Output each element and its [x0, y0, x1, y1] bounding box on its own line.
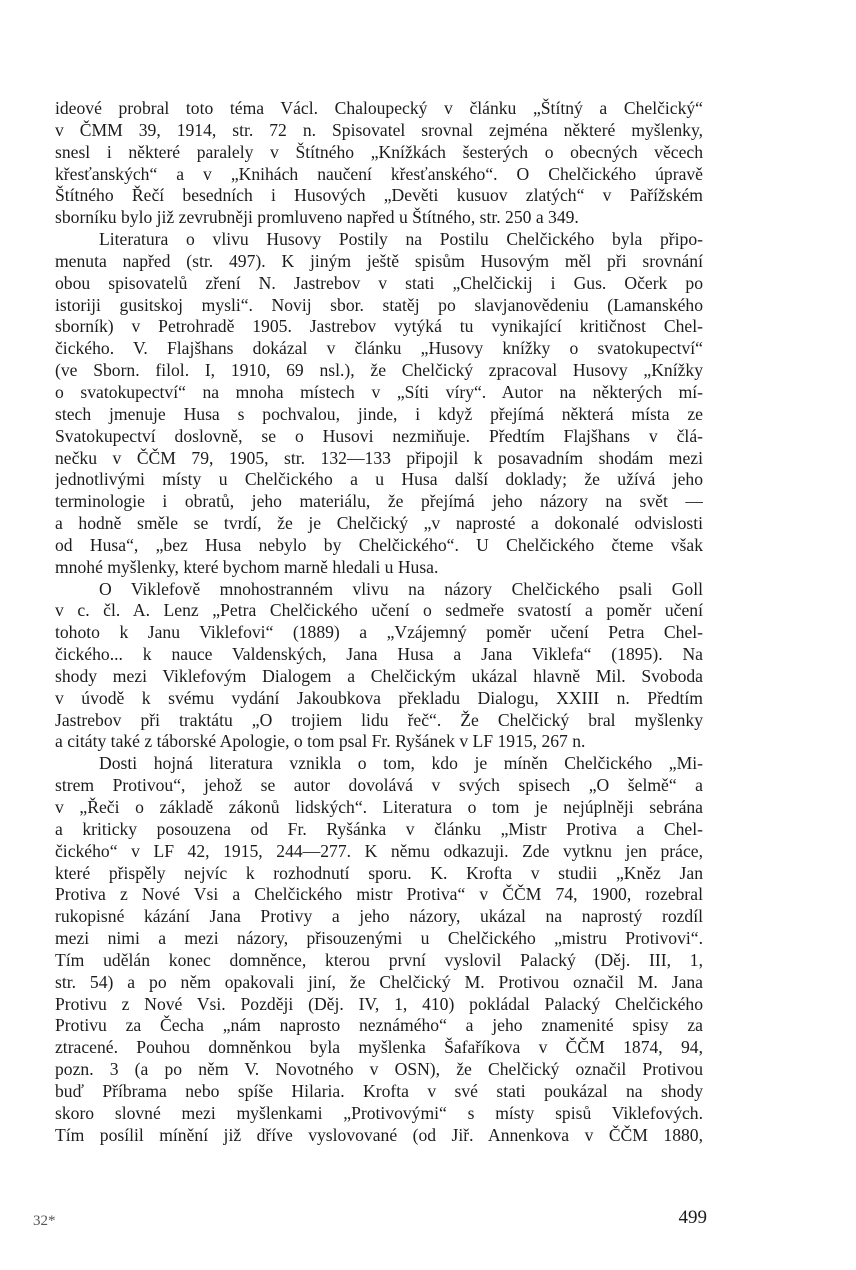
text-line: v „Řeči o základě zákonů lidských“. Literatura o tom je nejúplněji sebrána: [55, 797, 703, 817]
text-line: stech jmenuje Husa s pochvalou, jinde, i když přejímá některá místa ze: [55, 403, 703, 424]
text-line: buď Příbrama nebo spíše Hilaria. Krofta v své stati poukázal na shody: [55, 1080, 703, 1101]
text-line: Literatura o vlivu Husovy Postily na Postilu Chelčického byla připo-: [99, 229, 703, 250]
text-line: Dosti hojná literatura vznikla o tom, kdo je míněn Chelčického „Mi-: [99, 753, 703, 774]
text-line: Protivu z Nové Vsi. Později (Děj. IV, 1, 410) pokládal Palacký Chelčického: [55, 993, 703, 1014]
text-line: čického“ v LF 42, 1915, 244—277. K němu odkazuji. Zde vytknu jen práce,: [55, 840, 703, 861]
text-line: mezi nimi a mezi názory, přisouzenými u Chelčického „mistru Protivovi“.: [55, 928, 703, 949]
text-line: nečku v ČČM 79, 1905, str. 132—133 připojil k posavadním shodám mezi: [55, 447, 703, 468]
text-line: snesl i některé paralely v Štítného „Knížkách šesterých o obecných věcech: [55, 141, 703, 162]
text-line: v c. čl. A. Lenz „Petra Chelčického učení o sedmeře svatostí a poměr učení: [55, 600, 703, 621]
text-line: (ve Sborn. filol. I, 1910, 69 nsl.), že Chelčický zpracoval Husovy „Knížky: [55, 360, 703, 381]
text-line: křesťanských“ a v „Knihách naučení křesťanského“. O Chelčického úpravě: [55, 163, 703, 184]
text-line: jednotlivými místy u Chelčického a u Husa další doklady; že užívá jeho: [55, 469, 703, 490]
text-line: rukopisné kázání Jana Protivy a jeho názory, ukázal na naprostý rozdíl: [55, 906, 703, 927]
text-line: a hodně směle se tvrdí, že je Chelčický „v naprosté a dokonalé odvislosti: [55, 513, 703, 534]
signature-mark: 32*: [33, 1213, 56, 1229]
page-number: 499: [678, 1207, 707, 1228]
text-line: pozn. 3 (a po něm V. Novotného v OSN), že Chelčický označil Protivou: [55, 1059, 703, 1080]
text-line: a citáty také z táborské Apologie, o tom psal Fr. Ryšánek v LF 1915, 267 n.: [55, 731, 586, 752]
text-line: tohoto k Janu Viklefovi“ (1889) a „Vzájemný poměr učení Petra Chel-: [55, 622, 703, 643]
text-line: mnohé myšlenky, které bychom marně hledali u Husa.: [55, 556, 439, 577]
text-line: a kriticky posouzena od Fr. Ryšánka v článku „Mistr Protiva a Chel-: [55, 818, 703, 839]
text-line: Protiva z Nové Vsi a Chelčického mistr Protiva“ v ČČM 74, 1900, rozebral: [55, 884, 703, 905]
text-line: sborníku bylo již zevrubněji promluveno napřed u Štítného, str. 250 a 349.: [55, 207, 579, 228]
body-text: [55, 98, 703, 1147]
text-line: terminologie i obratů, jeho materiálu, že přejímá jeho názory na svět —: [55, 491, 703, 512]
text-line: sborník) v Petrohradě 1905. Jastrebov vytýká tu vynikající kritičnost Chel-: [55, 316, 703, 337]
text-line: ideové probral toto téma Václ. Chaloupecký v článku „Štítný a Chelčický“: [55, 98, 703, 118]
text-line: v úvodě k svému vydání Jakoubkova překladu Dialogu, XXIII n. Předtím: [55, 687, 703, 708]
text-line: menuta napřed (str. 497). K jiným ještě spisům Husovým měl při srovnání: [55, 250, 703, 271]
page-footer: [33, 1207, 707, 1233]
text-line: čického. V. Flajšhans dokázal v článku „Husovy knížky o svatokupectví“: [55, 338, 703, 359]
text-line: které přispěly nejvíc k rozhodnutí sporu. K. Krofta v studii „Kněz Jan: [55, 862, 703, 883]
text-line: o svatokupectví“ na mnoha místech v „Síti víry“. Autor na některých mí-: [55, 381, 703, 402]
text-line: istoriji gusitskoj mysli“. Novij sbor. statěj po slavjanovědeniu (Lamanského: [55, 294, 703, 315]
text-line: Jastrebov při traktátu „O trojiem lidu řeč“. Že Chelčický bral myšlenky: [55, 709, 703, 730]
text-line: Svatokupectví doslovně, se o Husovi nezmiňuje. Předtím Flajšhans v člá-: [55, 425, 703, 446]
text-line: čického... k nauce Valdenských, Jana Husa a Jana Viklefa“ (1895). Na: [55, 644, 703, 665]
text-line: Štítného Řečí besedních i Husových „Devěti kusuov zlatých“ v Pařížském: [55, 185, 703, 206]
text-line: str. 54) a po něm opakovali jiní, že Chelčický M. Protivou označil M. Jana: [55, 971, 703, 992]
text-line: skoro slovné mezi myšlenkami „Protivovými“ s místy spisů Viklefových.: [55, 1102, 703, 1123]
text-line: shody mezi Viklefovým Dialogem a Chelčickým ukázal hlavně Mil. Svoboda: [55, 665, 703, 686]
text-line: obou spisovatelů zření N. Jastrebov v stati „Chelčickij i Gus. Očerk po: [55, 272, 703, 293]
text-line: v ČMM 39, 1914, str. 72 n. Spisovatel srovnal zejména některé myšlenky,: [55, 119, 703, 140]
text-line: O Viklefově mnohostranném vlivu na názory Chelčického psali Goll: [99, 578, 703, 599]
text-line: ztracené. Pouhou domněnkou byla myšlenka Šafaříkova v ČČM 1874, 94,: [55, 1037, 703, 1058]
text-line: Tím udělán konec domněnce, kterou první vyslovil Palacký (Děj. III, 1,: [55, 949, 703, 970]
text-line: od Husa“, „bez Husa nebylo by Chelčického“. U Chelčického čteme však: [55, 534, 703, 555]
text-line: Protivu za Čecha „nám naprosto neznámého“ a jeho znamenité spisy za: [55, 1015, 703, 1036]
text-line: strem Protivou“, jehož se autor dovolává v svých spisech „O šelmě“ a: [55, 775, 703, 796]
text-line: Tím posílil mínění již dříve vyslovované (od Jiř. Annenkova v ČČM 1880,: [55, 1124, 703, 1145]
